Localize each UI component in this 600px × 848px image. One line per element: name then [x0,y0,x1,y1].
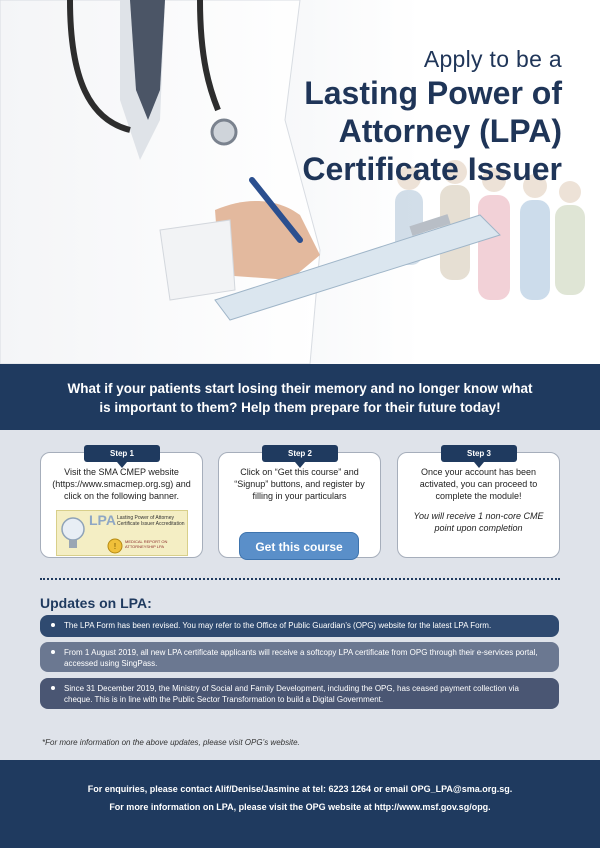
step-3-note: You will receive 1 non-core CME point upon completion [413,511,544,533]
svg-text:!: ! [113,542,117,551]
step-1-tag: Step 1 [84,445,160,462]
bullet-icon [51,650,55,654]
cmep-banner[interactable] [56,510,188,556]
hero-section [0,0,600,364]
step-3-tag: Step 3 [441,445,517,462]
step-2-tag: Step 2 [262,445,338,462]
update-item [40,678,559,709]
bullet-icon [51,686,55,690]
get-this-course-button[interactable]: Get this course [239,532,359,560]
banner-fine-print: MEDICAL REPORT ON ATTORNEYSHIP LPA [125,539,168,549]
bullet-icon [51,623,55,627]
footer-more-info: For more information on LPA, please visit the OPG website at http://www.msf.gov.sg/opg. [109,802,491,812]
update-text: From 1 August 2019, all new LPA certificate applicants will receive a softcopy LPA certificate from OPG through their e-services portal, accessed using SingPass. [64,648,538,668]
step-1-card [40,449,203,558]
footer-enquiries: For enquiries, please contact Alif/Denise/Jasmine at tel: 6223 1264 or email OPG_LPA@sma.org.sg. [87,784,513,794]
step-2-text: Click on “Get this course” and “Signup” buttons, and register by filling in your particulars [234,467,365,501]
banner-title: Lasting Power of Attorney Certificate Issuer Accreditation [117,515,185,527]
update-text: The LPA Form has been revised. You may refer to the Office of Public Guardian’s (OPG) website for the latest LPA Form. [64,621,492,630]
step-1-text: Visit the SMA CMEP website (https://www.smacmep.org.sg) and click on the following banner. [52,467,191,501]
footer [0,760,600,848]
update-item [40,642,559,672]
step-3-text: Once your account has been activated, you can proceed to complete the module! [419,467,538,501]
steps-section [0,430,600,580]
hero-title: Lasting Power of Attorney (LPA) Certificate Issuer [302,75,562,187]
hero-subtitle: Apply to be a [423,46,562,72]
question-banner: What if your patients start losing their memory and no longer know what is important to them? Help them prepare for their future today! [0,364,600,430]
hero-title-block [262,44,562,188]
update-item [40,615,559,637]
banner-logo: LPA [89,512,116,528]
update-text: Since 31 December 2019, the Ministry of Social and Family Development, including the OPG, has ceased payment collection via cheque. This is in line with the Public Sector Transformation to build a Digital Government. [64,684,519,704]
step-3-card [397,449,560,558]
updates-footnote: *For more information on the above updates, please visit OPG’s website. [42,738,300,747]
updates-section [0,580,600,760]
step-2-card [218,449,381,558]
updates-title: Updates on LPA: [40,595,152,611]
